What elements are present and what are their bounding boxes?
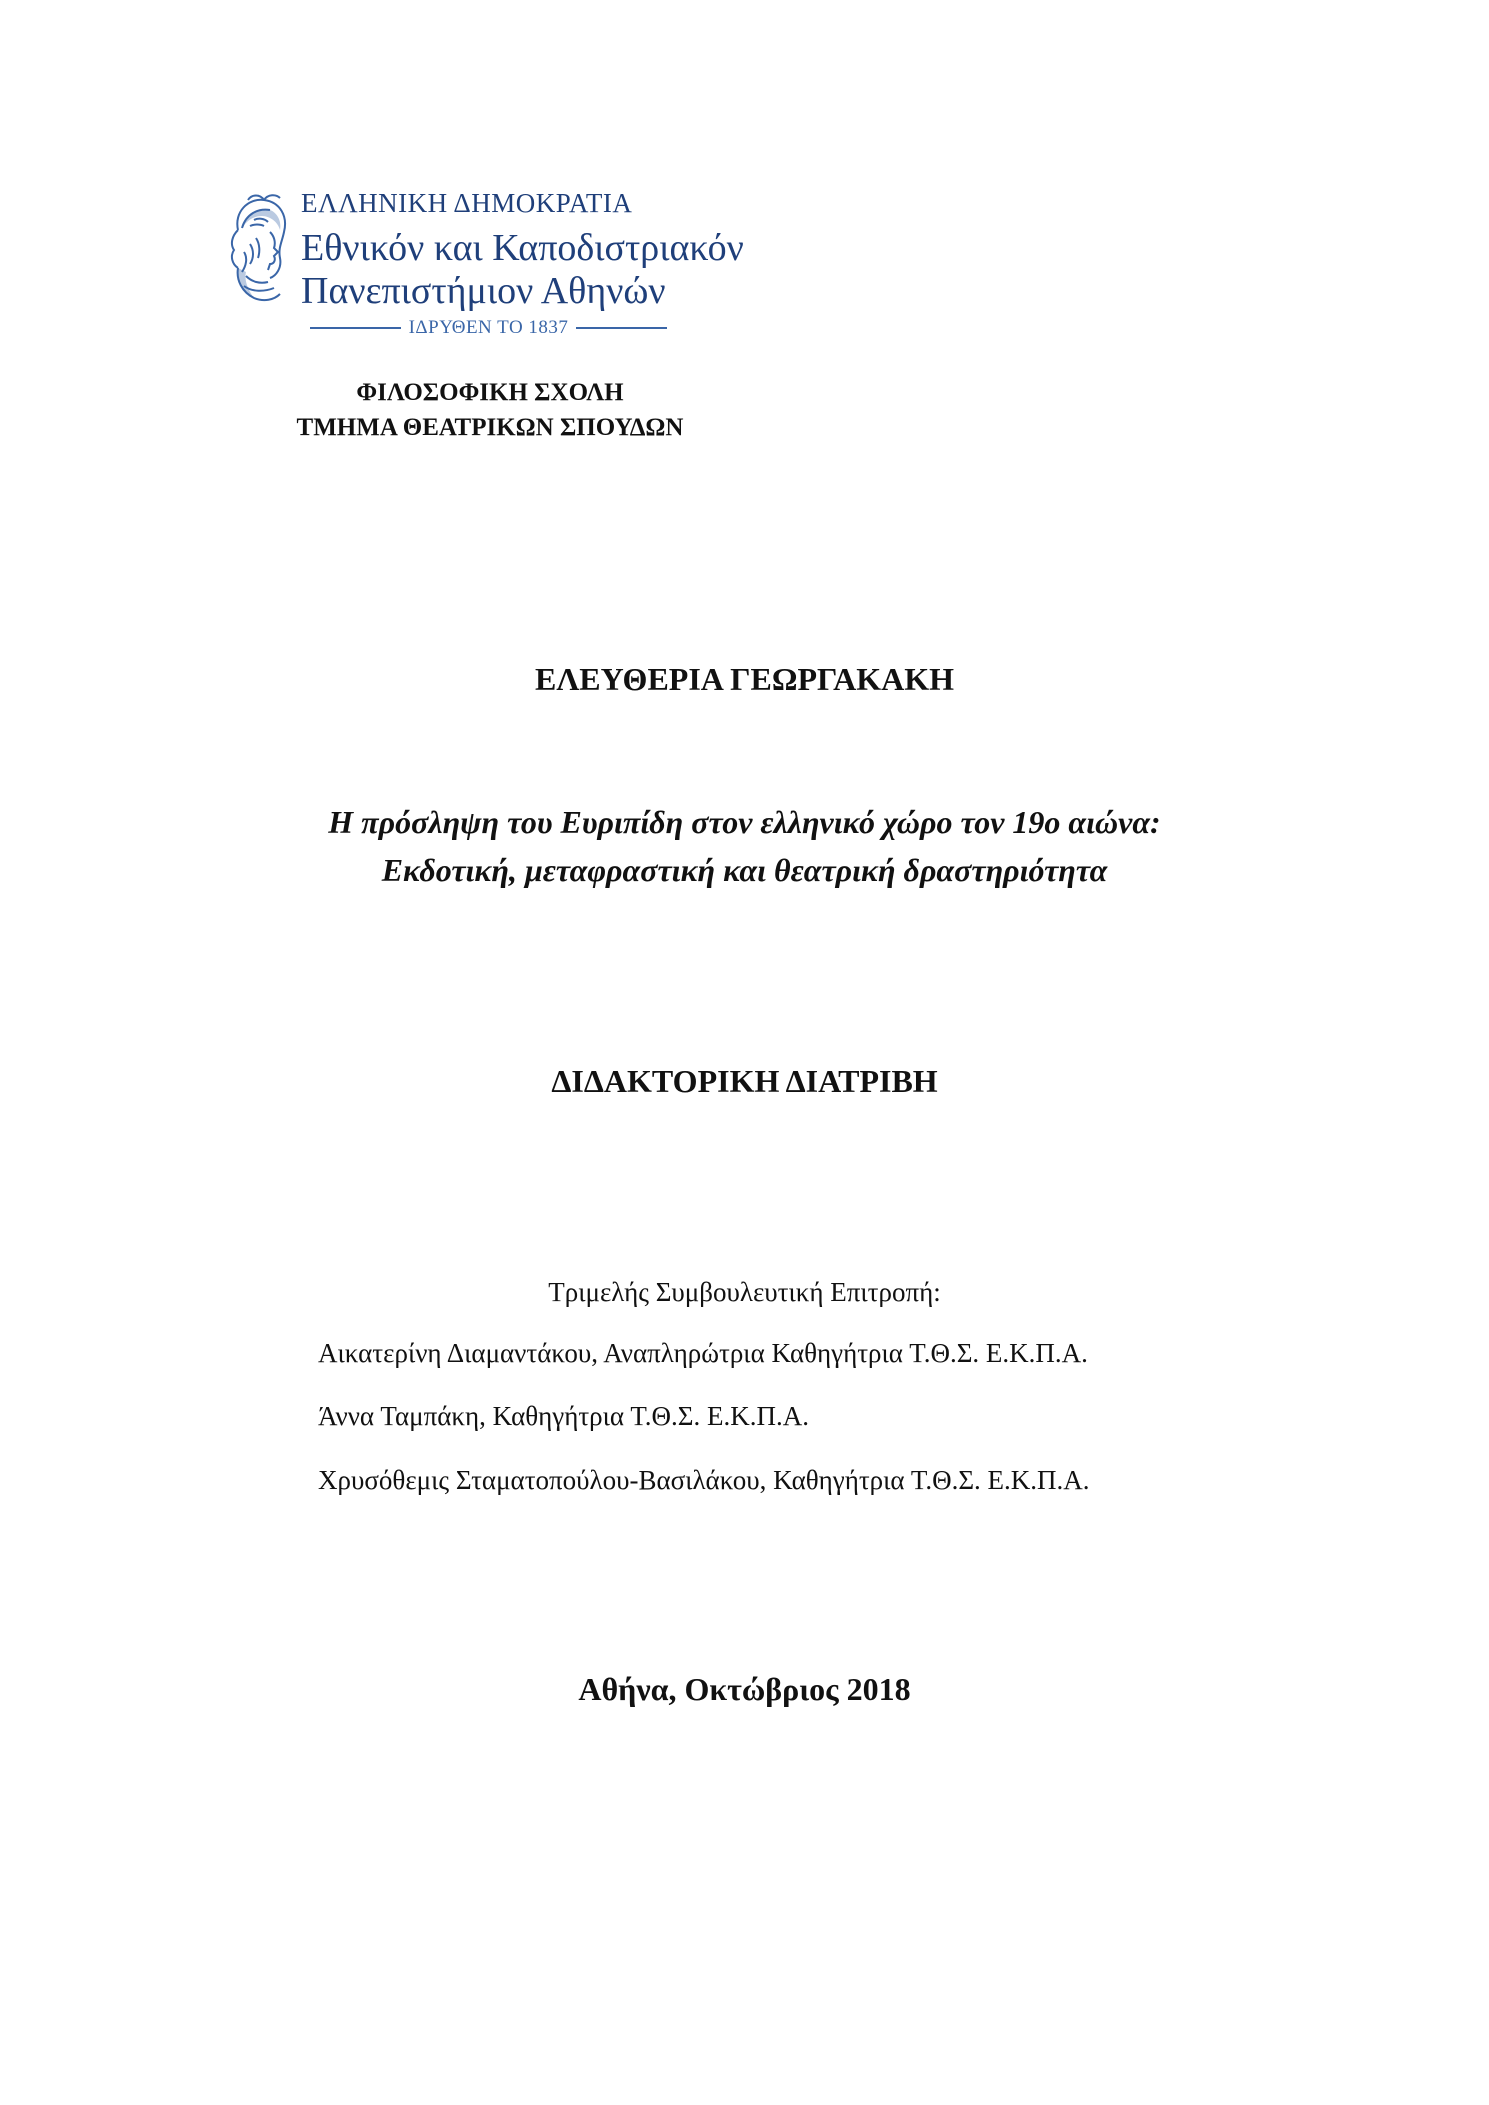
university-name-line1: Εθνικόν και Καποδιστριακόν (301, 227, 744, 269)
thesis-title-line2: Εκδοτική, μεταφραστική και θεατρική δραστηριότητα (381, 852, 1108, 888)
committee-member: Χρυσόθεμις Σταματοπούλου-Βασιλάκου, Καθηγήτρια Τ.Θ.Σ. Ε.Κ.Π.Α. (318, 1465, 1090, 1495)
founded-rule-left (310, 327, 401, 329)
founded-rule-right (576, 327, 667, 329)
committee-member: Άννα Ταμπάκη, Καθηγήτρια Τ.Θ.Σ. Ε.Κ.Π.Α. (318, 1401, 810, 1431)
republic-label: ΕΛΛΗΝΙΚΗ ΔΗΜΟΚΡΑΤΙΑ (301, 188, 633, 218)
place-date: Αθήνα, Οκτώβριος 2018 (578, 1671, 911, 1707)
university-name-line2: Πανεπιστήμιον Αθηνών (301, 270, 666, 312)
founded-label: ΙΔΡΥΘΕΝ ΤΟ 1837 (408, 317, 569, 338)
department-name: ΤΜΗΜΑ ΘΕΑΤΡΙΚΩΝ ΣΠΟΥΔΩΝ (296, 414, 684, 441)
author-name: ΕΛΕΥΘΕΡΙΑ ΓΕΩΡΓΑΚΑΚΗ (534, 661, 955, 697)
faculty-name: ΦΙΛΟΣΟΦΙΚΗ ΣΧΟΛΗ (356, 379, 624, 406)
committee-heading: Τριμελής Συμβουλευτική Επιτροπή: (548, 1277, 941, 1307)
thesis-title-line1: Η πρόσληψη του Ευριπίδη στον ελληνικό χώρο τον 19ο αιώνα: (328, 804, 1161, 840)
founded-line (310, 315, 667, 341)
document-type: ΔΙΔΑΚΤΟΡΙΚΗ ΔΙΑΤΡΙΒΗ (551, 1063, 938, 1099)
athena-head-emblem-icon (224, 192, 294, 308)
committee-member: Αικατερίνη Διαμαντάκου, Αναπληρώτρια Καθηγήτρια Τ.Θ.Σ. Ε.Κ.Π.Α. (318, 1338, 1088, 1368)
